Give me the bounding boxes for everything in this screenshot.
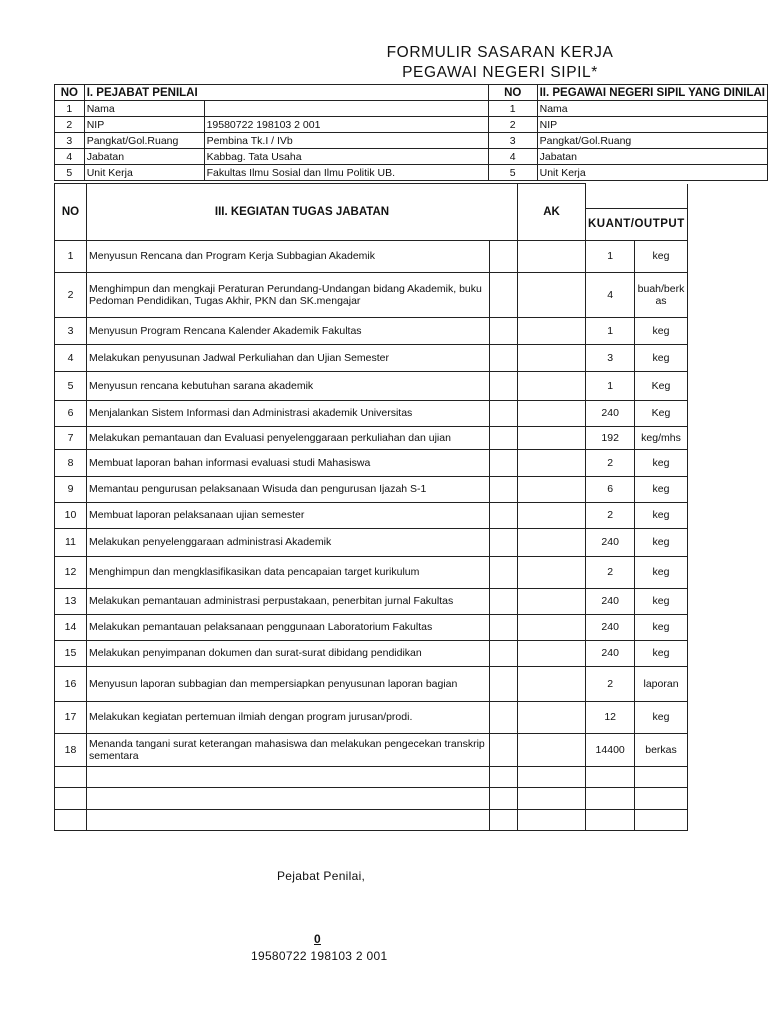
activity-ak bbox=[518, 317, 586, 344]
empty-cell bbox=[87, 809, 490, 830]
activity-ak bbox=[518, 701, 586, 733]
activity-ak bbox=[518, 556, 586, 588]
penilai-title: I. PEJABAT PENILAI bbox=[84, 85, 488, 101]
activity-quantity: 14400 bbox=[586, 733, 635, 766]
header-row-no: 4 bbox=[55, 149, 85, 165]
activity-description: Menjalankan Sistem Informasi dan Administrasi akademik Universitas bbox=[87, 400, 490, 426]
activity-no: 18 bbox=[55, 733, 87, 766]
activity-unit: keg bbox=[635, 556, 687, 588]
activities-no-header: NO bbox=[55, 184, 87, 241]
activity-row bbox=[55, 449, 688, 476]
activity-extra bbox=[490, 449, 518, 476]
activity-no: 9 bbox=[55, 476, 87, 502]
activity-no: 4 bbox=[55, 344, 87, 371]
activity-no: 15 bbox=[55, 640, 87, 666]
header-row bbox=[55, 165, 768, 181]
activity-quantity: 3 bbox=[586, 344, 635, 371]
activity-extra bbox=[490, 476, 518, 502]
activity-quantity: 1 bbox=[586, 240, 635, 272]
activity-unit: keg/mhs bbox=[635, 426, 687, 449]
activity-unit: Keg bbox=[635, 400, 687, 426]
activity-quantity: 1 bbox=[586, 317, 635, 344]
activity-description: Melakukan pemantauan administrasi perpustakaan, penerbitan jurnal Fakultas bbox=[87, 588, 490, 614]
activity-row bbox=[55, 614, 688, 640]
activity-quantity: 2 bbox=[586, 449, 635, 476]
header-row-value: Kabbag. Tata Usaha bbox=[204, 149, 488, 165]
activity-ak bbox=[518, 240, 586, 272]
header-row-no-2: 3 bbox=[488, 133, 537, 149]
header-row-label-2: Jabatan bbox=[537, 149, 767, 165]
header-no: NO bbox=[55, 85, 85, 101]
activity-description: Melakukan pemantauan pelaksanaan penggunaan Laboratorium Fakultas bbox=[87, 614, 490, 640]
activity-unit: keg bbox=[635, 344, 687, 371]
activity-ak bbox=[518, 614, 586, 640]
activity-unit: keg bbox=[635, 528, 687, 556]
activity-quantity: 2 bbox=[586, 666, 635, 701]
activity-row bbox=[55, 240, 688, 272]
activity-description: Menyusun laporan subbagian dan mempersiapkan penyusunan laporan bagian bbox=[87, 666, 490, 701]
header-row-no: 1 bbox=[55, 101, 85, 117]
activity-description: Melakukan penyimpanan dokumen dan surat-surat dibidang pendidikan bbox=[87, 640, 490, 666]
activity-extra bbox=[490, 588, 518, 614]
activity-row bbox=[55, 528, 688, 556]
activity-extra bbox=[490, 272, 518, 317]
activity-description: Menyusun Rencana dan Program Kerja Subbagian Akademik bbox=[87, 240, 490, 272]
activity-extra bbox=[490, 371, 518, 400]
header-row-no-2: 2 bbox=[488, 117, 537, 133]
activities-table bbox=[54, 183, 688, 831]
activity-extra bbox=[490, 666, 518, 701]
header-row-no-2: 1 bbox=[488, 101, 537, 117]
activity-extra bbox=[490, 701, 518, 733]
activity-description: Menanda tangani surat keterangan mahasiswa dan melakukan pengecekan transkrip sementara bbox=[87, 733, 490, 766]
empty-row bbox=[55, 787, 688, 809]
activity-quantity: 2 bbox=[586, 502, 635, 528]
activity-ak bbox=[518, 272, 586, 317]
activity-description: Menyusun Program Rencana Kalender Akademik Fakultas bbox=[87, 317, 490, 344]
activity-unit: keg bbox=[635, 449, 687, 476]
header-row-label: Nama bbox=[84, 101, 204, 117]
activity-no: 17 bbox=[55, 701, 87, 733]
activity-unit: keg bbox=[635, 317, 687, 344]
activity-extra bbox=[490, 733, 518, 766]
activity-no: 14 bbox=[55, 614, 87, 640]
activity-unit: laporan bbox=[635, 666, 687, 701]
form-subtitle: PEGAWAI NEGERI SIPIL* bbox=[402, 64, 598, 81]
empty-cell bbox=[586, 787, 635, 809]
signature-nip: 19580722 198103 2 001 bbox=[251, 949, 388, 963]
activity-description: Menghimpun dan mengkaji Peraturan Perundang-Undangan bidang Akademik, buku Pedoman Pendidikan, Tugas Akhir, PKN dan SK.mengajar bbox=[87, 272, 490, 317]
activity-quantity: 12 bbox=[586, 701, 635, 733]
activity-description: Membuat laporan bahan informasi evaluasi studi Mahasiswa bbox=[87, 449, 490, 476]
activity-no: 13 bbox=[55, 588, 87, 614]
header-row-no: 2 bbox=[55, 117, 85, 133]
header-row-label-2: Unit Kerja bbox=[537, 165, 767, 181]
activity-unit: keg bbox=[635, 502, 687, 528]
activity-extra bbox=[490, 556, 518, 588]
activity-quantity: 240 bbox=[586, 528, 635, 556]
activity-row bbox=[55, 701, 688, 733]
empty-row bbox=[55, 809, 688, 830]
activity-extra bbox=[490, 317, 518, 344]
activity-row bbox=[55, 426, 688, 449]
activity-row bbox=[55, 371, 688, 400]
activity-quantity: 240 bbox=[586, 400, 635, 426]
empty-cell bbox=[55, 787, 87, 809]
activity-description: Menghimpun dan mengklasifikasikan data pencapaian target kurikulum bbox=[87, 556, 490, 588]
header-row-no-2: 4 bbox=[488, 149, 537, 165]
activity-description: Memantau pengurusan pelaksanaan Wisuda dan pengurusan Ijazah S-1 bbox=[87, 476, 490, 502]
header-row-no: 5 bbox=[55, 165, 85, 181]
activity-unit: keg bbox=[635, 614, 687, 640]
header-row-label-2: NIP bbox=[537, 117, 767, 133]
activity-ak bbox=[518, 502, 586, 528]
header-row-no-2: 5 bbox=[488, 165, 537, 181]
activity-ak bbox=[518, 426, 586, 449]
activity-unit: Keg bbox=[635, 371, 687, 400]
activity-row bbox=[55, 666, 688, 701]
activity-row bbox=[55, 317, 688, 344]
activity-quantity: 240 bbox=[586, 614, 635, 640]
header-row-label: Unit Kerja bbox=[84, 165, 204, 181]
empty-cell bbox=[490, 809, 518, 830]
activity-no: 2 bbox=[55, 272, 87, 317]
activity-ak bbox=[518, 640, 586, 666]
activity-quantity: 2 bbox=[586, 556, 635, 588]
activity-no: 10 bbox=[55, 502, 87, 528]
activity-extra bbox=[490, 640, 518, 666]
header-row-value: Pembina Tk.I / IVb bbox=[204, 133, 488, 149]
activity-ak bbox=[518, 528, 586, 556]
activity-row bbox=[55, 476, 688, 502]
activity-ak bbox=[518, 476, 586, 502]
empty-cell bbox=[490, 766, 518, 787]
activity-description: Menyusun rencana kebutuhan sarana akademik bbox=[87, 371, 490, 400]
header-row bbox=[55, 133, 768, 149]
activities-title: III. KEGIATAN TUGAS JABATAN bbox=[87, 184, 518, 241]
activity-row bbox=[55, 640, 688, 666]
header-row-value: 19580722 198103 2 001 bbox=[204, 117, 488, 133]
empty-cell bbox=[518, 809, 586, 830]
empty-cell bbox=[518, 766, 586, 787]
activity-unit: keg bbox=[635, 640, 687, 666]
activity-ak bbox=[518, 344, 586, 371]
activity-no: 12 bbox=[55, 556, 87, 588]
activity-quantity: 240 bbox=[586, 640, 635, 666]
header-row-value: Fakultas Ilmu Sosial dan Ilmu Politik UB. bbox=[204, 165, 488, 181]
empty-cell bbox=[55, 809, 87, 830]
activity-no: 11 bbox=[55, 528, 87, 556]
activity-quantity: 1 bbox=[586, 371, 635, 400]
activity-extra bbox=[490, 502, 518, 528]
header-row-no: 3 bbox=[55, 133, 85, 149]
activity-quantity: 6 bbox=[586, 476, 635, 502]
header-row-label-2: Nama bbox=[537, 101, 767, 117]
activity-extra bbox=[490, 528, 518, 556]
empty-cell bbox=[586, 809, 635, 830]
header-row-label: NIP bbox=[84, 117, 204, 133]
empty-cell bbox=[635, 787, 687, 809]
header-no-2: NO bbox=[488, 85, 537, 101]
activity-quantity: 4 bbox=[586, 272, 635, 317]
kuant-output-header: KUANT/OUTPUT bbox=[586, 208, 688, 240]
activity-ak bbox=[518, 371, 586, 400]
activity-extra bbox=[490, 614, 518, 640]
empty-cell bbox=[87, 766, 490, 787]
activity-quantity: 240 bbox=[586, 588, 635, 614]
activity-description: Melakukan penyusunan Jadwal Perkuliahan dan Ujian Semester bbox=[87, 344, 490, 371]
ak-header: AK bbox=[518, 184, 586, 241]
activity-no: 16 bbox=[55, 666, 87, 701]
activity-quantity: 192 bbox=[586, 426, 635, 449]
empty-cell bbox=[635, 766, 687, 787]
activity-no: 7 bbox=[55, 426, 87, 449]
empty-cell bbox=[87, 787, 490, 809]
header-table bbox=[54, 84, 768, 181]
activity-extra bbox=[490, 426, 518, 449]
empty-cell bbox=[490, 787, 518, 809]
activity-no: 8 bbox=[55, 449, 87, 476]
header-row bbox=[55, 101, 768, 117]
header-row-label-2: Pangkat/Gol.Ruang bbox=[537, 133, 767, 149]
activity-unit: keg bbox=[635, 240, 687, 272]
activity-extra bbox=[490, 240, 518, 272]
activity-row bbox=[55, 400, 688, 426]
activity-unit: keg bbox=[635, 588, 687, 614]
activity-row bbox=[55, 556, 688, 588]
activity-row bbox=[55, 272, 688, 317]
activity-row bbox=[55, 588, 688, 614]
header-row-label: Jabatan bbox=[84, 149, 204, 165]
activity-extra bbox=[490, 344, 518, 371]
signature-label: Pejabat Penilai, bbox=[277, 869, 366, 883]
form-title: FORMULIR SASARAN KERJA bbox=[386, 44, 614, 61]
activity-no: 6 bbox=[55, 400, 87, 426]
header-row bbox=[55, 149, 768, 165]
activity-unit: keg bbox=[635, 701, 687, 733]
activity-ak bbox=[518, 588, 586, 614]
activity-no: 3 bbox=[55, 317, 87, 344]
empty-row bbox=[55, 766, 688, 787]
activity-ak bbox=[518, 666, 586, 701]
pegawai-title: II. PEGAWAI NEGERI SIPIL YANG DINILAI bbox=[537, 85, 767, 101]
activity-ak bbox=[518, 400, 586, 426]
activity-row bbox=[55, 733, 688, 766]
activity-no: 1 bbox=[55, 240, 87, 272]
activity-unit: buah/berkas bbox=[635, 272, 687, 317]
empty-cell bbox=[586, 766, 635, 787]
header-row-label: Pangkat/Gol.Ruang bbox=[84, 133, 204, 149]
activity-ak bbox=[518, 449, 586, 476]
activity-ak bbox=[518, 733, 586, 766]
activity-description: Melakukan penyelenggaraan administrasi Akademik bbox=[87, 528, 490, 556]
empty-cell bbox=[55, 766, 87, 787]
header-row-value bbox=[204, 101, 488, 117]
empty-cell bbox=[635, 809, 687, 830]
activity-row bbox=[55, 502, 688, 528]
activity-description: Membuat laporan pelaksanaan ujian semester bbox=[87, 502, 490, 528]
empty-cell bbox=[518, 787, 586, 809]
header-row bbox=[55, 117, 768, 133]
activity-no: 5 bbox=[55, 371, 87, 400]
activity-unit: keg bbox=[635, 476, 687, 502]
activity-description: Melakukan pemantauan dan Evaluasi penyelenggaraan perkuliahan dan ujian bbox=[87, 426, 490, 449]
activity-row bbox=[55, 344, 688, 371]
activity-extra bbox=[490, 400, 518, 426]
activity-unit: berkas bbox=[635, 733, 687, 766]
activity-description: Melakukan kegiatan pertemuan ilmiah dengan program jurusan/prodi. bbox=[87, 701, 490, 733]
signature-name: 0 bbox=[314, 932, 321, 946]
